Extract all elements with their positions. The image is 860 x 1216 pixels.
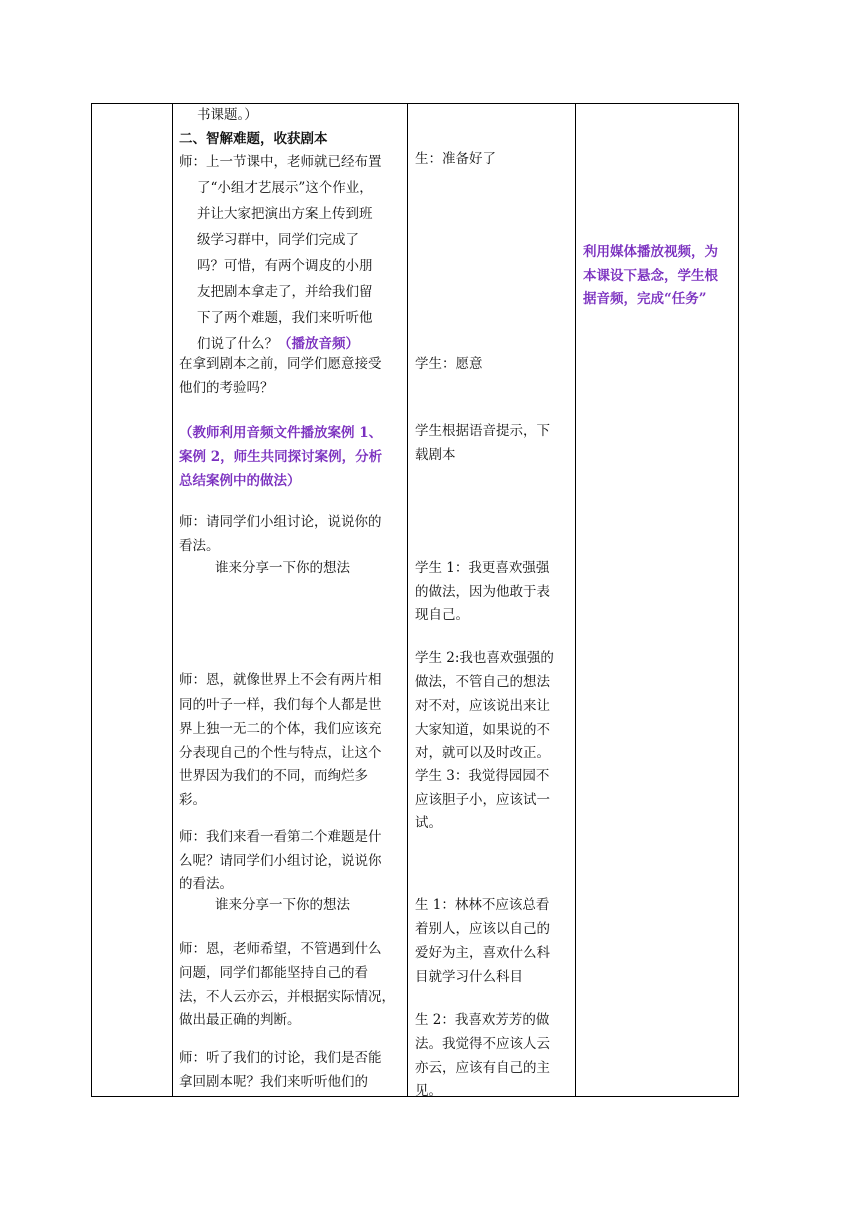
col-border-5	[738, 103, 739, 1097]
text-line: 世界因为我们的不同，而绚烂多	[179, 768, 368, 784]
text-line: 友把剧本拿走了，并给我们留	[197, 284, 373, 300]
text-line: 师：我们来看一看第二个难题是什	[179, 829, 382, 845]
text-line: 并让大家把演出方案上传到班	[197, 206, 373, 222]
play-audio-instruction: （播放音频）	[278, 336, 359, 352]
col-border-3	[407, 103, 408, 1097]
text-line: 着别人，应该以自己的	[415, 921, 550, 937]
text-line: 见。	[415, 1083, 442, 1099]
text-line: 学生 3：我觉得园园不	[415, 768, 550, 784]
text-line: 对，就可以及时改正。	[415, 745, 550, 761]
text-line: 总结案例中的做法）	[179, 473, 301, 489]
col-border-2	[172, 103, 173, 1097]
text-line: 现自己。	[415, 607, 469, 623]
text-line: 据音频，完成“任务”	[583, 291, 707, 307]
section-title: 二、智解难题，收获剧本	[179, 131, 328, 147]
text-line: 应该胆子小，应该试一	[415, 792, 550, 808]
text-line: 下了两个难题，我们来听听他	[197, 310, 373, 326]
text-line: 法，不人云亦云，并根据实际情况，	[179, 989, 395, 1005]
text-line: 师：听了我们的讨论，我们是否能	[179, 1050, 382, 1066]
text-line: 看法。	[179, 538, 220, 554]
text-line: 本课设下悬念，学生根	[583, 268, 718, 284]
shuke-line: 书课题。）	[197, 107, 258, 123]
text-line: 师：恩，就像世界上不会有两片相	[179, 672, 382, 688]
text-line: 学生 2:我也喜欢强强的	[415, 650, 554, 666]
share-prompt-2: 谁来分享一下你的想法	[215, 897, 350, 913]
text-line: （教师利用音频文件播放案例 1、	[179, 425, 383, 441]
text-line: 吗？可惜，有两个调皮的小朋	[197, 258, 373, 274]
lesson-plan-table	[91, 103, 739, 1097]
text-line: 在拿到剧本之前，同学们愿意接受	[179, 356, 382, 372]
text-line: 大家知道，如果说的不	[415, 722, 550, 738]
text-line: 爱好为主，喜欢什么科	[415, 945, 550, 961]
text-line: 载剧本	[415, 447, 456, 463]
text-line: 问题，同学们都能坚持自己的看	[179, 965, 368, 981]
text-line: 级学习群中，同学们完成了	[197, 232, 359, 248]
text-line: 学生根据语音提示，下	[415, 423, 550, 439]
student-activity-column	[415, 103, 575, 1097]
text-line: 目就学习什么科目	[415, 969, 523, 985]
text-line-part: 们说了什么？	[197, 336, 278, 352]
text-line: 亦云，应该有自己的主	[415, 1060, 550, 1076]
text-line: 的做法，因为他敢于表	[415, 584, 550, 600]
text-line: 师：上一节课中，老师就已经布置	[179, 154, 382, 170]
text-line: 生 2：我喜欢芳芳的做	[415, 1012, 550, 1028]
share-prompt-1: 谁来分享一下你的想法	[215, 560, 350, 576]
text-line: 的看法。	[179, 876, 233, 892]
text-line: 他们的考验吗？	[179, 380, 274, 396]
text-line: 拿回剧本呢？我们来听听他们的	[179, 1074, 368, 1090]
text-line: 了“小组才艺展示”这个作业，	[197, 180, 373, 196]
text-line: 做法，不管自己的想法	[415, 674, 550, 690]
student-willing: 学生：愿意	[415, 356, 483, 372]
col-border-1	[91, 103, 92, 1097]
text-line: 试。	[415, 815, 442, 831]
text-line: 师：恩，老师希望，不管遇到什么	[179, 941, 382, 957]
text-line: 做出最正确的判断。	[179, 1012, 301, 1028]
text-line: 案例 2，师生共同探讨案例，分析	[179, 449, 383, 465]
col-border-4	[575, 103, 576, 1097]
text-line: 彩。	[179, 792, 206, 808]
text-line: 学生 1：我更喜欢强强	[415, 560, 550, 576]
text-line: 同的叶子一样，我们每个人都是世	[179, 697, 382, 713]
text-line: 界上独一无二的个体，我们应该充	[179, 721, 382, 737]
design-intent-column	[583, 103, 738, 1097]
text-line: 法。我觉得不应该人云	[415, 1036, 550, 1052]
text-line: 师：请同学们小组讨论，说说你的	[179, 514, 382, 530]
text-line: 对不对，应该说出来让	[415, 698, 550, 714]
text-line: 利用媒体播放视频，为	[583, 244, 718, 260]
text-line: 么呢？请同学们小组讨论，说说你	[179, 853, 382, 869]
student-ready: 生：准备好了	[415, 151, 496, 167]
teacher-activity-column	[179, 103, 407, 1097]
text-line: 生 1：林林不应该总看	[415, 897, 550, 913]
text-line: 分表现自己的个性与特点，让这个	[179, 745, 382, 761]
